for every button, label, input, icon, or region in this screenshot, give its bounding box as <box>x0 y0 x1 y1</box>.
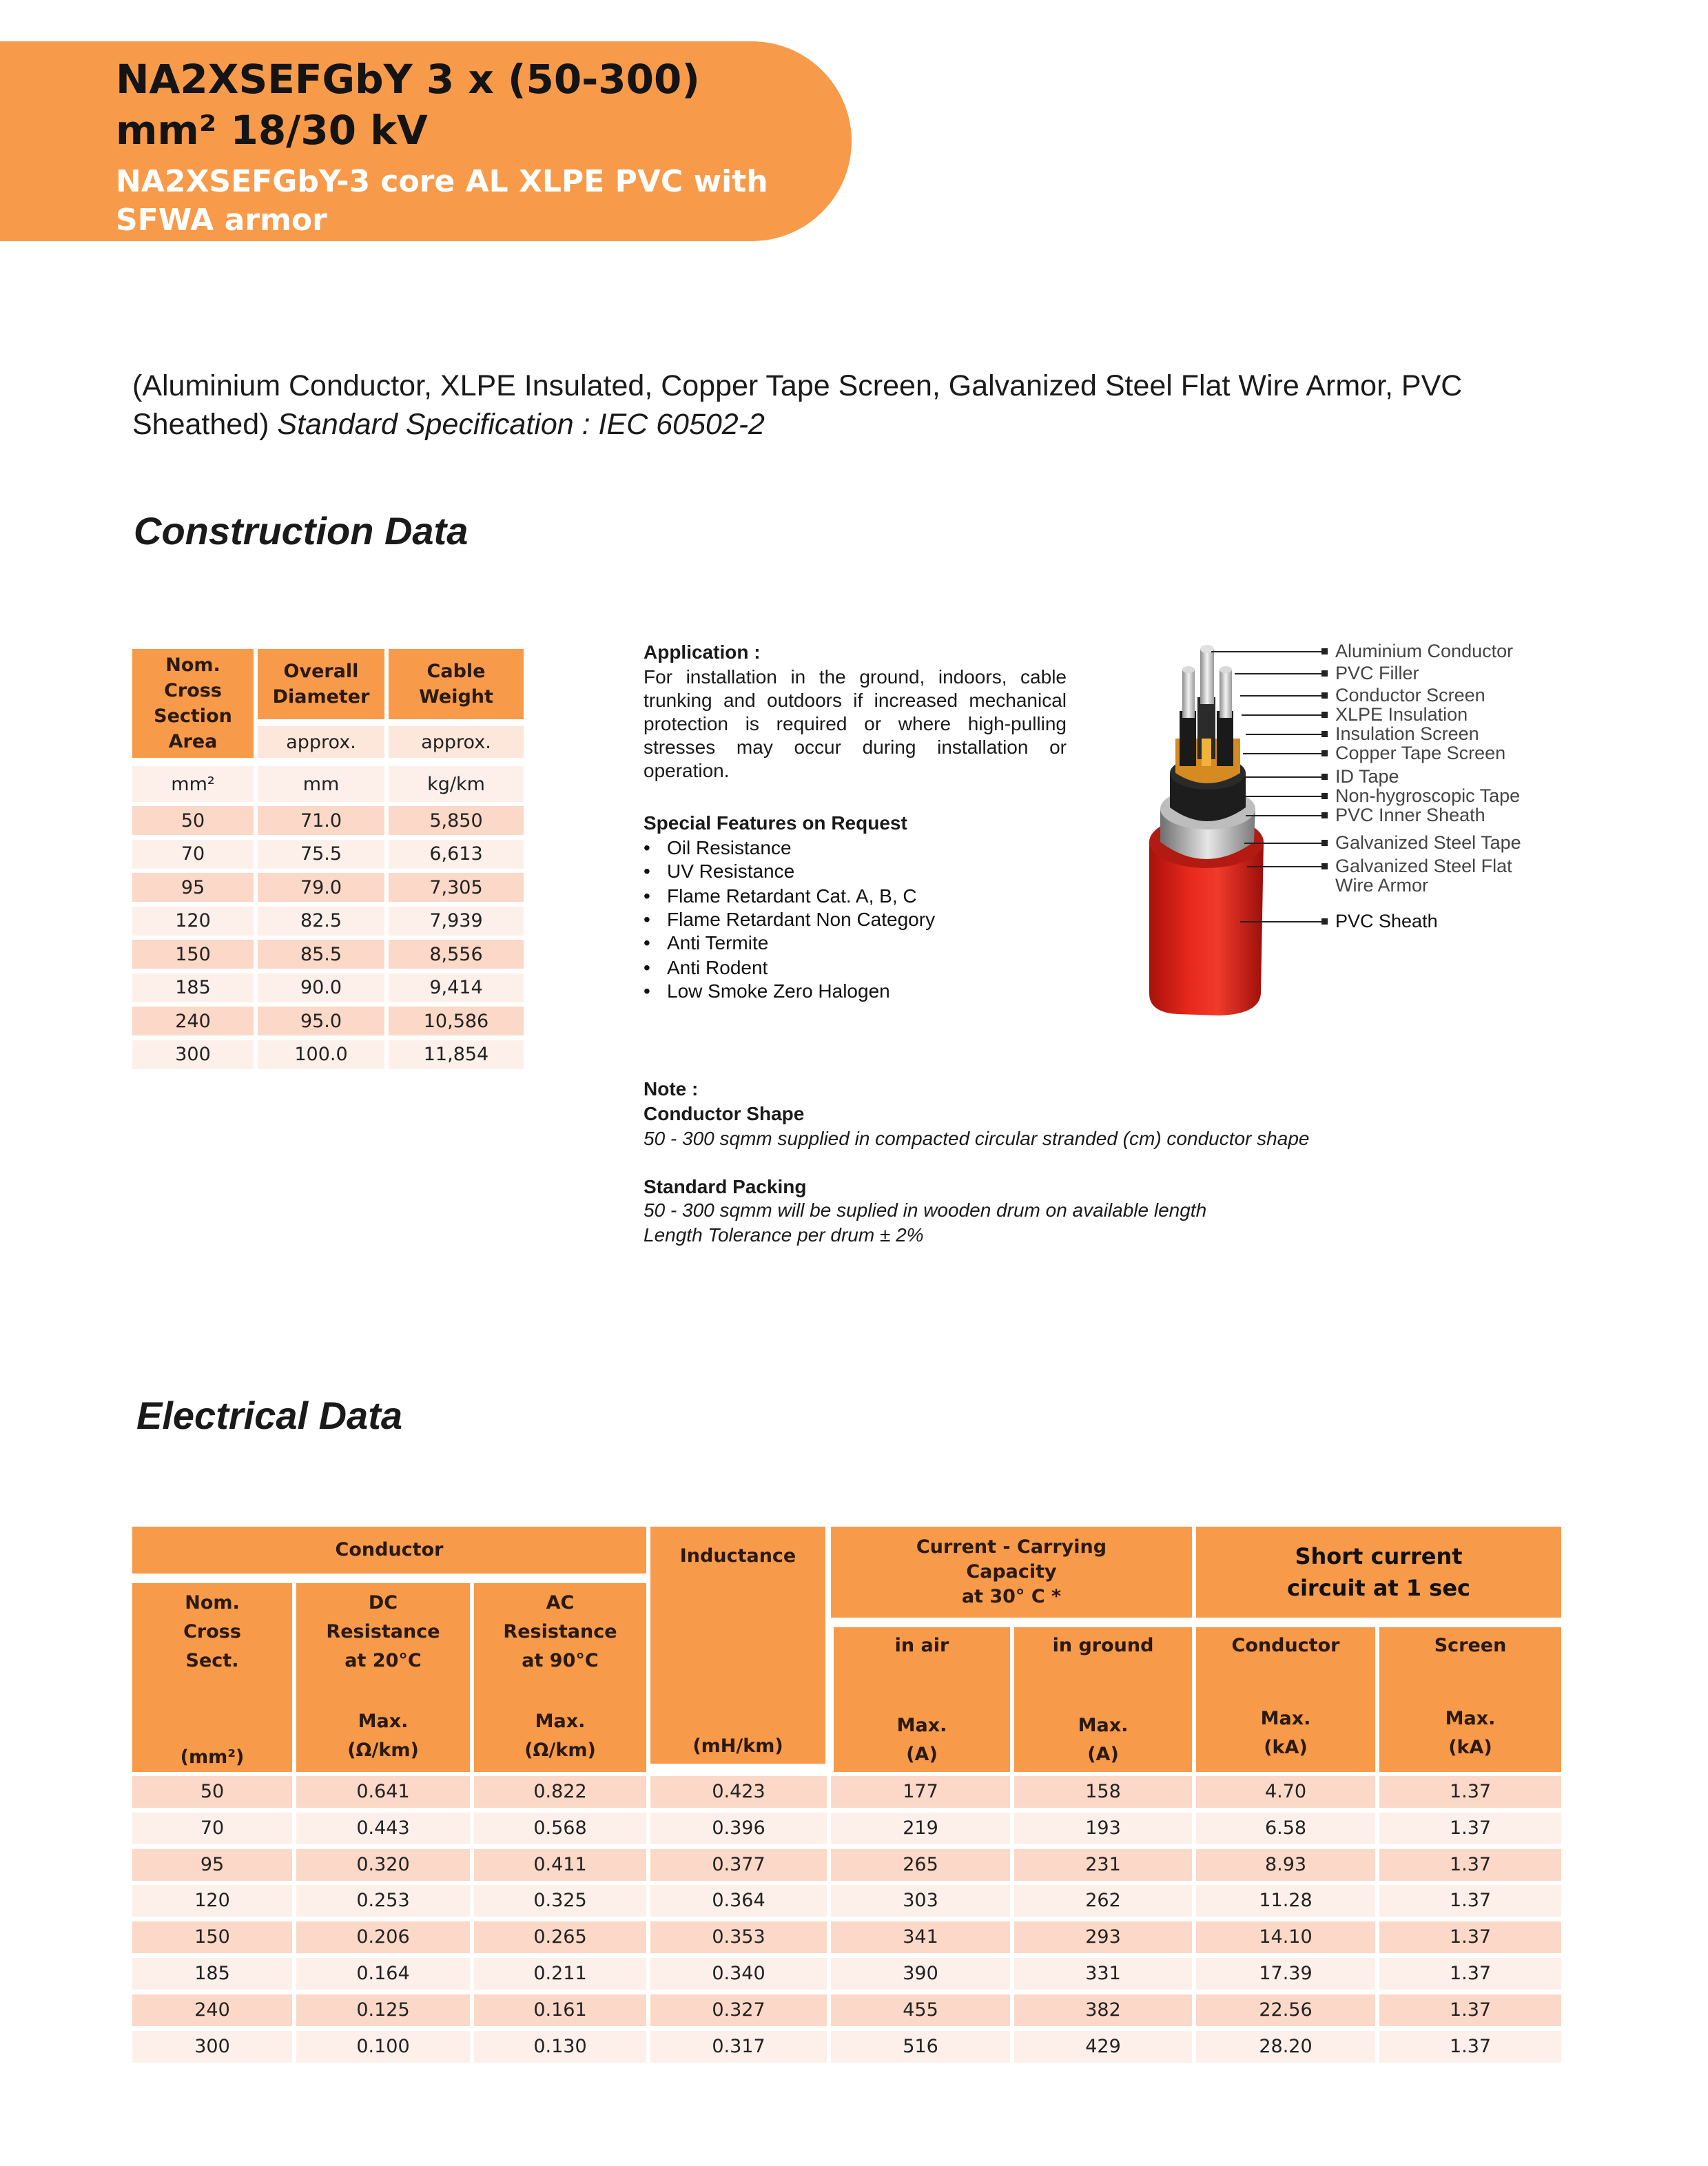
electrical-cell: 0.206 <box>296 1921 470 1953</box>
special-feature-label: Flame Retardant Non Category <box>667 909 936 930</box>
electrical-cell: 0.125 <box>296 1994 470 2026</box>
electrical-cell: 0.164 <box>296 1958 470 1990</box>
header-overall-diameter: Overall Diameter <box>258 649 384 719</box>
header-current-carrying-capacity <box>831 1527 1192 1618</box>
construction-cell: 8,556 <box>389 940 524 969</box>
electrical-cell: 95 <box>132 1849 292 1881</box>
electrical-cell: 516 <box>831 2031 1010 2063</box>
leader-marker-icon <box>1321 692 1328 699</box>
ground-unit: (A) <box>1087 1744 1119 1765</box>
electrical-cell: 0.320 <box>296 1849 470 1881</box>
col-header-sc-screen <box>1379 1627 1561 1772</box>
dc-line1: DC <box>368 1592 398 1613</box>
application-title: Application : <box>644 641 761 663</box>
ground-max: Max. <box>1078 1715 1129 1736</box>
construction-cell: 75.5 <box>258 840 384 869</box>
cable-component-label: PVC Filler <box>1335 663 1419 683</box>
unit-weight: kg/km <box>389 766 524 802</box>
construction-cell: 185 <box>132 973 254 1002</box>
electrical-cell: 293 <box>1014 1921 1192 1953</box>
electrical-cell: 11.28 <box>1196 1885 1375 1917</box>
electrical-cell: 0.377 <box>650 1849 827 1881</box>
inductance-label: Inductance <box>679 1545 796 1567</box>
electrical-cell: 1.37 <box>1379 1849 1561 1881</box>
cable-component-label: PVC Inner Sheath <box>1335 805 1485 825</box>
conductor-shape-title: Conductor Shape <box>644 1103 805 1124</box>
ac-unit: (Ω/km) <box>524 1740 596 1761</box>
leader-line <box>1244 843 1324 844</box>
electrical-cell: 0.265 <box>474 1921 646 1953</box>
electrical-cell: 231 <box>1014 1849 1192 1881</box>
electrical-cell: 14.10 <box>1196 1921 1375 1953</box>
leader-marker-icon <box>1321 863 1328 869</box>
leader-line <box>1246 734 1324 735</box>
electrical-cell: 4.70 <box>1196 1776 1375 1808</box>
electrical-cell: 0.253 <box>296 1885 470 1917</box>
ac-line3: at 90°C <box>522 1650 599 1671</box>
construction-cell: 120 <box>132 907 254 936</box>
cable-component-label: Galvanized Steel Flat <box>1335 856 1512 876</box>
leader-marker-icon <box>1321 670 1328 677</box>
special-feature-label: UV Resistance <box>667 860 795 882</box>
electrical-cell: 1.37 <box>1379 2031 1561 2063</box>
leader-line <box>1242 714 1324 716</box>
electrical-cell: 265 <box>831 1849 1010 1881</box>
cable-component-label: Wire Armor <box>1335 875 1428 896</box>
product-title-line2: mm² 18/30 kV <box>116 107 428 154</box>
product-title-line1: NA2XSEFGbY 3 x (50-300) <box>116 56 700 103</box>
special-features-title: Special Features on Request <box>644 812 907 834</box>
electrical-cell: 240 <box>132 1994 292 2026</box>
electrical-cell: 455 <box>831 1994 1010 2026</box>
electrical-cell: 177 <box>831 1776 1010 1808</box>
cable-component-label: Non-hygroscopic Tape <box>1335 785 1521 806</box>
description-text: (Aluminium Conductor, XLPE Insulated, Copper Tape Screen, Galvanized Steel Flat Wire Armor, PVC Sheathed) <box>132 369 1463 441</box>
col-header-sc-conductor <box>1196 1627 1375 1772</box>
electrical-cell: 219 <box>831 1813 1010 1844</box>
leader-marker-icon <box>1321 774 1328 780</box>
unit-diameter: mm <box>258 766 384 802</box>
capacity-line1: Current - Carrying <box>916 1536 1107 1558</box>
leader-marker-icon <box>1321 918 1328 925</box>
electrical-cell: 300 <box>132 2031 292 2063</box>
leader-line <box>1235 673 1324 674</box>
construction-cell: 100.0 <box>258 1040 384 1069</box>
electrical-cell: 0.822 <box>474 1776 646 1808</box>
dc-max: Max. <box>358 1711 409 1732</box>
header-nom-cross-section: Nom. Cross Section Area <box>132 649 254 758</box>
leader-line <box>1247 866 1324 867</box>
electrical-data-title: Electrical Data <box>136 1394 402 1437</box>
construction-cell: 82.5 <box>258 907 384 936</box>
cable-component-label: ID Tape <box>1335 766 1399 787</box>
electrical-cell: 28.20 <box>1196 2031 1375 2063</box>
unit-nom: mm² <box>132 766 254 802</box>
electrical-cell: 1.37 <box>1379 1958 1561 1990</box>
electrical-cell: 382 <box>1014 1994 1192 2026</box>
electrical-cell: 120 <box>132 1885 292 1917</box>
leader-line <box>1240 695 1324 697</box>
special-feature-label: Oil Resistance <box>667 837 792 858</box>
conductor-shape-text: 50 - 300 sqmm supplied in compacted circular stranded (cm) conductor shape <box>644 1128 1310 1149</box>
leader-line <box>1246 815 1324 816</box>
capacity-line2: Capacity <box>966 1561 1057 1582</box>
electrical-cell: 0.353 <box>650 1921 827 1953</box>
construction-cell: 90.0 <box>258 973 384 1002</box>
special-feature-label: Anti Termite <box>667 932 769 953</box>
electrical-cell: 0.340 <box>650 1958 827 1990</box>
electrical-cell: 303 <box>831 1885 1010 1917</box>
electrical-cell: 6.58 <box>1196 1813 1375 1844</box>
special-feature-item <box>644 931 768 955</box>
construction-cell: 95 <box>132 873 254 902</box>
special-feature-item <box>644 980 890 1003</box>
electrical-cell: 1.37 <box>1379 1921 1561 1953</box>
construction-cell: 5,850 <box>389 806 524 835</box>
electrical-cell: 0.325 <box>474 1885 646 1917</box>
construction-cell: 7,305 <box>389 873 524 902</box>
electrical-cell: 1.37 <box>1379 1885 1561 1917</box>
construction-cell: 85.5 <box>258 940 384 969</box>
cable-component-label: Aluminium Conductor <box>1335 641 1514 661</box>
air-label: in air <box>894 1635 949 1656</box>
standard-specification: Standard Specification : IEC 60502-2 <box>277 408 765 441</box>
short-circuit-line2: circuit at 1 sec <box>1286 1575 1471 1601</box>
electrical-cell: 0.641 <box>296 1776 470 1808</box>
nom-line2: Cross <box>183 1621 241 1642</box>
leader-marker-icon <box>1321 840 1328 846</box>
construction-cell: 50 <box>132 806 254 835</box>
special-feature-item <box>644 836 792 860</box>
sc-conductor-max: Max. <box>1260 1708 1311 1729</box>
cable-component-label: Conductor Screen <box>1335 685 1485 705</box>
special-feature-item <box>644 956 768 980</box>
construction-cell: 150 <box>132 940 254 969</box>
leader-marker-icon <box>1321 793 1328 799</box>
electrical-cell: 1.37 <box>1379 1994 1561 2026</box>
bullet-icon: • <box>644 980 650 1002</box>
cable-component-label: XLPE Insulation <box>1335 704 1468 725</box>
standard-packing-title: Standard Packing <box>644 1176 807 1197</box>
construction-cell: 6,613 <box>389 840 524 869</box>
electrical-cell: 0.317 <box>650 2031 827 2063</box>
ac-max: Max. <box>535 1711 586 1732</box>
cable-component-label: Insulation Screen <box>1335 723 1479 744</box>
special-feature-item <box>644 885 917 908</box>
cable-component-label: Galvanized Steel Tape <box>1335 832 1521 853</box>
dc-line2: Resistance <box>326 1621 440 1642</box>
sc-screen-label: Screen <box>1434 1635 1507 1656</box>
col-header-in-air <box>834 1627 1010 1772</box>
construction-cell: 9,414 <box>389 973 524 1002</box>
bullet-icon: • <box>644 932 650 953</box>
nom-line1: Nom. <box>185 1592 240 1613</box>
electrical-cell: 0.364 <box>650 1885 827 1917</box>
electrical-cell: 0.443 <box>296 1813 470 1844</box>
electrical-cell: 70 <box>132 1813 292 1844</box>
product-subtitle-line1: NA2XSEFGbY-3 core AL XLPE PVC with <box>116 164 768 199</box>
air-max: Max. <box>896 1715 947 1736</box>
subheader-diameter-approx: approx. <box>258 726 384 758</box>
header-short-circuit <box>1196 1527 1561 1618</box>
leader-line <box>1240 921 1324 922</box>
bullet-icon: • <box>644 885 650 907</box>
dc-unit: (Ω/km) <box>347 1740 419 1761</box>
leader-marker-icon <box>1321 648 1328 654</box>
header-cable-weight: Cable Weight <box>389 649 524 719</box>
electrical-cell: 0.130 <box>474 2031 646 2063</box>
application-body: For installation in the ground, indoors, cable trunking and outdoors if increased mechanical protection is required or where high-pulling stresses may occur during installation or operation. <box>644 666 1067 781</box>
electrical-cell: 8.93 <box>1196 1849 1375 1881</box>
leader-line <box>1246 776 1324 778</box>
electrical-cell: 331 <box>1014 1958 1192 1990</box>
col-header-in-ground <box>1014 1627 1192 1772</box>
electrical-cell: 0.396 <box>650 1813 827 1844</box>
electrical-cell: 0.411 <box>474 1849 646 1881</box>
construction-cell: 300 <box>132 1040 254 1069</box>
electrical-cell: 50 <box>132 1776 292 1808</box>
bullet-icon: • <box>644 909 650 930</box>
construction-cell: 70 <box>132 840 254 869</box>
construction-cell: 71.0 <box>258 806 384 835</box>
ground-label: in ground <box>1052 1635 1154 1656</box>
leader-marker-icon <box>1321 750 1328 756</box>
inductance-unit: (mH/km) <box>692 1735 783 1757</box>
special-feature-label: Low Smoke Zero Halogen <box>667 980 890 1002</box>
leader-line <box>1211 651 1324 652</box>
capacity-line3: at 30° C * <box>961 1586 1062 1607</box>
construction-cell: 7,939 <box>389 907 524 936</box>
nom-line3: Sect. <box>185 1650 239 1671</box>
electrical-cell: 262 <box>1014 1885 1192 1917</box>
special-feature-label: Anti Rodent <box>667 957 768 978</box>
bullet-icon: • <box>644 837 650 858</box>
electrical-cell: 1.37 <box>1379 1776 1561 1808</box>
leader-marker-icon <box>1321 712 1328 718</box>
electrical-cell: 22.56 <box>1196 1994 1375 2026</box>
cable-component-label: Copper Tape Screen <box>1335 743 1506 763</box>
electrical-cell: 341 <box>831 1921 1010 1953</box>
cable-component-label: PVC Sheath <box>1335 911 1438 931</box>
leader-line <box>1243 753 1324 754</box>
ac-line1: AC <box>546 1592 575 1613</box>
ac-line2: Resistance <box>503 1621 617 1642</box>
standard-packing-text: 50 - 300 sqmm will be suplied in wooden drum on available length <box>644 1199 1207 1221</box>
special-feature-item <box>644 860 794 883</box>
product-description <box>132 367 1579 444</box>
sc-conductor-unit: (kA) <box>1264 1737 1308 1758</box>
short-circuit-line1: Short current <box>1295 1543 1463 1569</box>
header-inductance <box>650 1527 825 1764</box>
construction-data-title: Construction Data <box>134 509 469 553</box>
electrical-cell: 158 <box>1014 1776 1192 1808</box>
electrical-cell: 0.327 <box>650 1994 827 2026</box>
nom-unit: (mm²) <box>180 1746 245 1768</box>
bullet-icon: • <box>644 860 650 882</box>
col-header-nom <box>132 1583 292 1772</box>
leader-line <box>1246 796 1324 797</box>
electrical-cell: 0.211 <box>474 1958 646 1990</box>
dc-line3: at 20°C <box>344 1650 422 1671</box>
cable-cross-section-illustration <box>1130 635 1337 1021</box>
header-conductor-group: Conductor <box>132 1527 646 1574</box>
electrical-cell: 0.423 <box>650 1776 827 1808</box>
sc-screen-unit: (kA) <box>1448 1737 1492 1758</box>
electrical-cell: 429 <box>1014 2031 1192 2063</box>
electrical-cell: 185 <box>132 1958 292 1990</box>
electrical-cell: 0.568 <box>474 1813 646 1844</box>
product-subtitle-line2: SFWA armor <box>116 203 327 238</box>
special-feature-label: Flame Retardant Cat. A, B, C <box>667 885 917 907</box>
col-header-ac-resistance <box>474 1583 646 1772</box>
construction-cell: 79.0 <box>258 873 384 902</box>
electrical-cell: 0.161 <box>474 1994 646 2026</box>
col-header-dc-resistance <box>296 1583 470 1772</box>
electrical-cell: 150 <box>132 1921 292 1953</box>
construction-cell: 95.0 <box>258 1007 384 1035</box>
sc-screen-max: Max. <box>1445 1708 1496 1729</box>
construction-cell: 10,586 <box>389 1007 524 1035</box>
electrical-cell: 17.39 <box>1196 1958 1375 1990</box>
subheader-weight-approx: approx. <box>389 726 524 758</box>
bullet-icon: • <box>644 957 650 978</box>
leader-marker-icon <box>1321 731 1328 737</box>
electrical-cell: 1.37 <box>1379 1813 1561 1844</box>
special-feature-item <box>644 908 935 931</box>
construction-cell: 240 <box>132 1007 254 1035</box>
electrical-cell: 193 <box>1014 1813 1192 1844</box>
length-tolerance-text: Length Tolerance per drum ± 2% <box>644 1224 924 1246</box>
note-title: Note : <box>644 1078 699 1100</box>
sc-conductor-label: Conductor <box>1231 1635 1340 1656</box>
electrical-cell: 390 <box>831 1958 1010 1990</box>
construction-cell: 11,854 <box>389 1040 524 1069</box>
air-unit: (A) <box>906 1744 938 1765</box>
electrical-cell: 0.100 <box>296 2031 470 2063</box>
leader-marker-icon <box>1321 812 1328 818</box>
